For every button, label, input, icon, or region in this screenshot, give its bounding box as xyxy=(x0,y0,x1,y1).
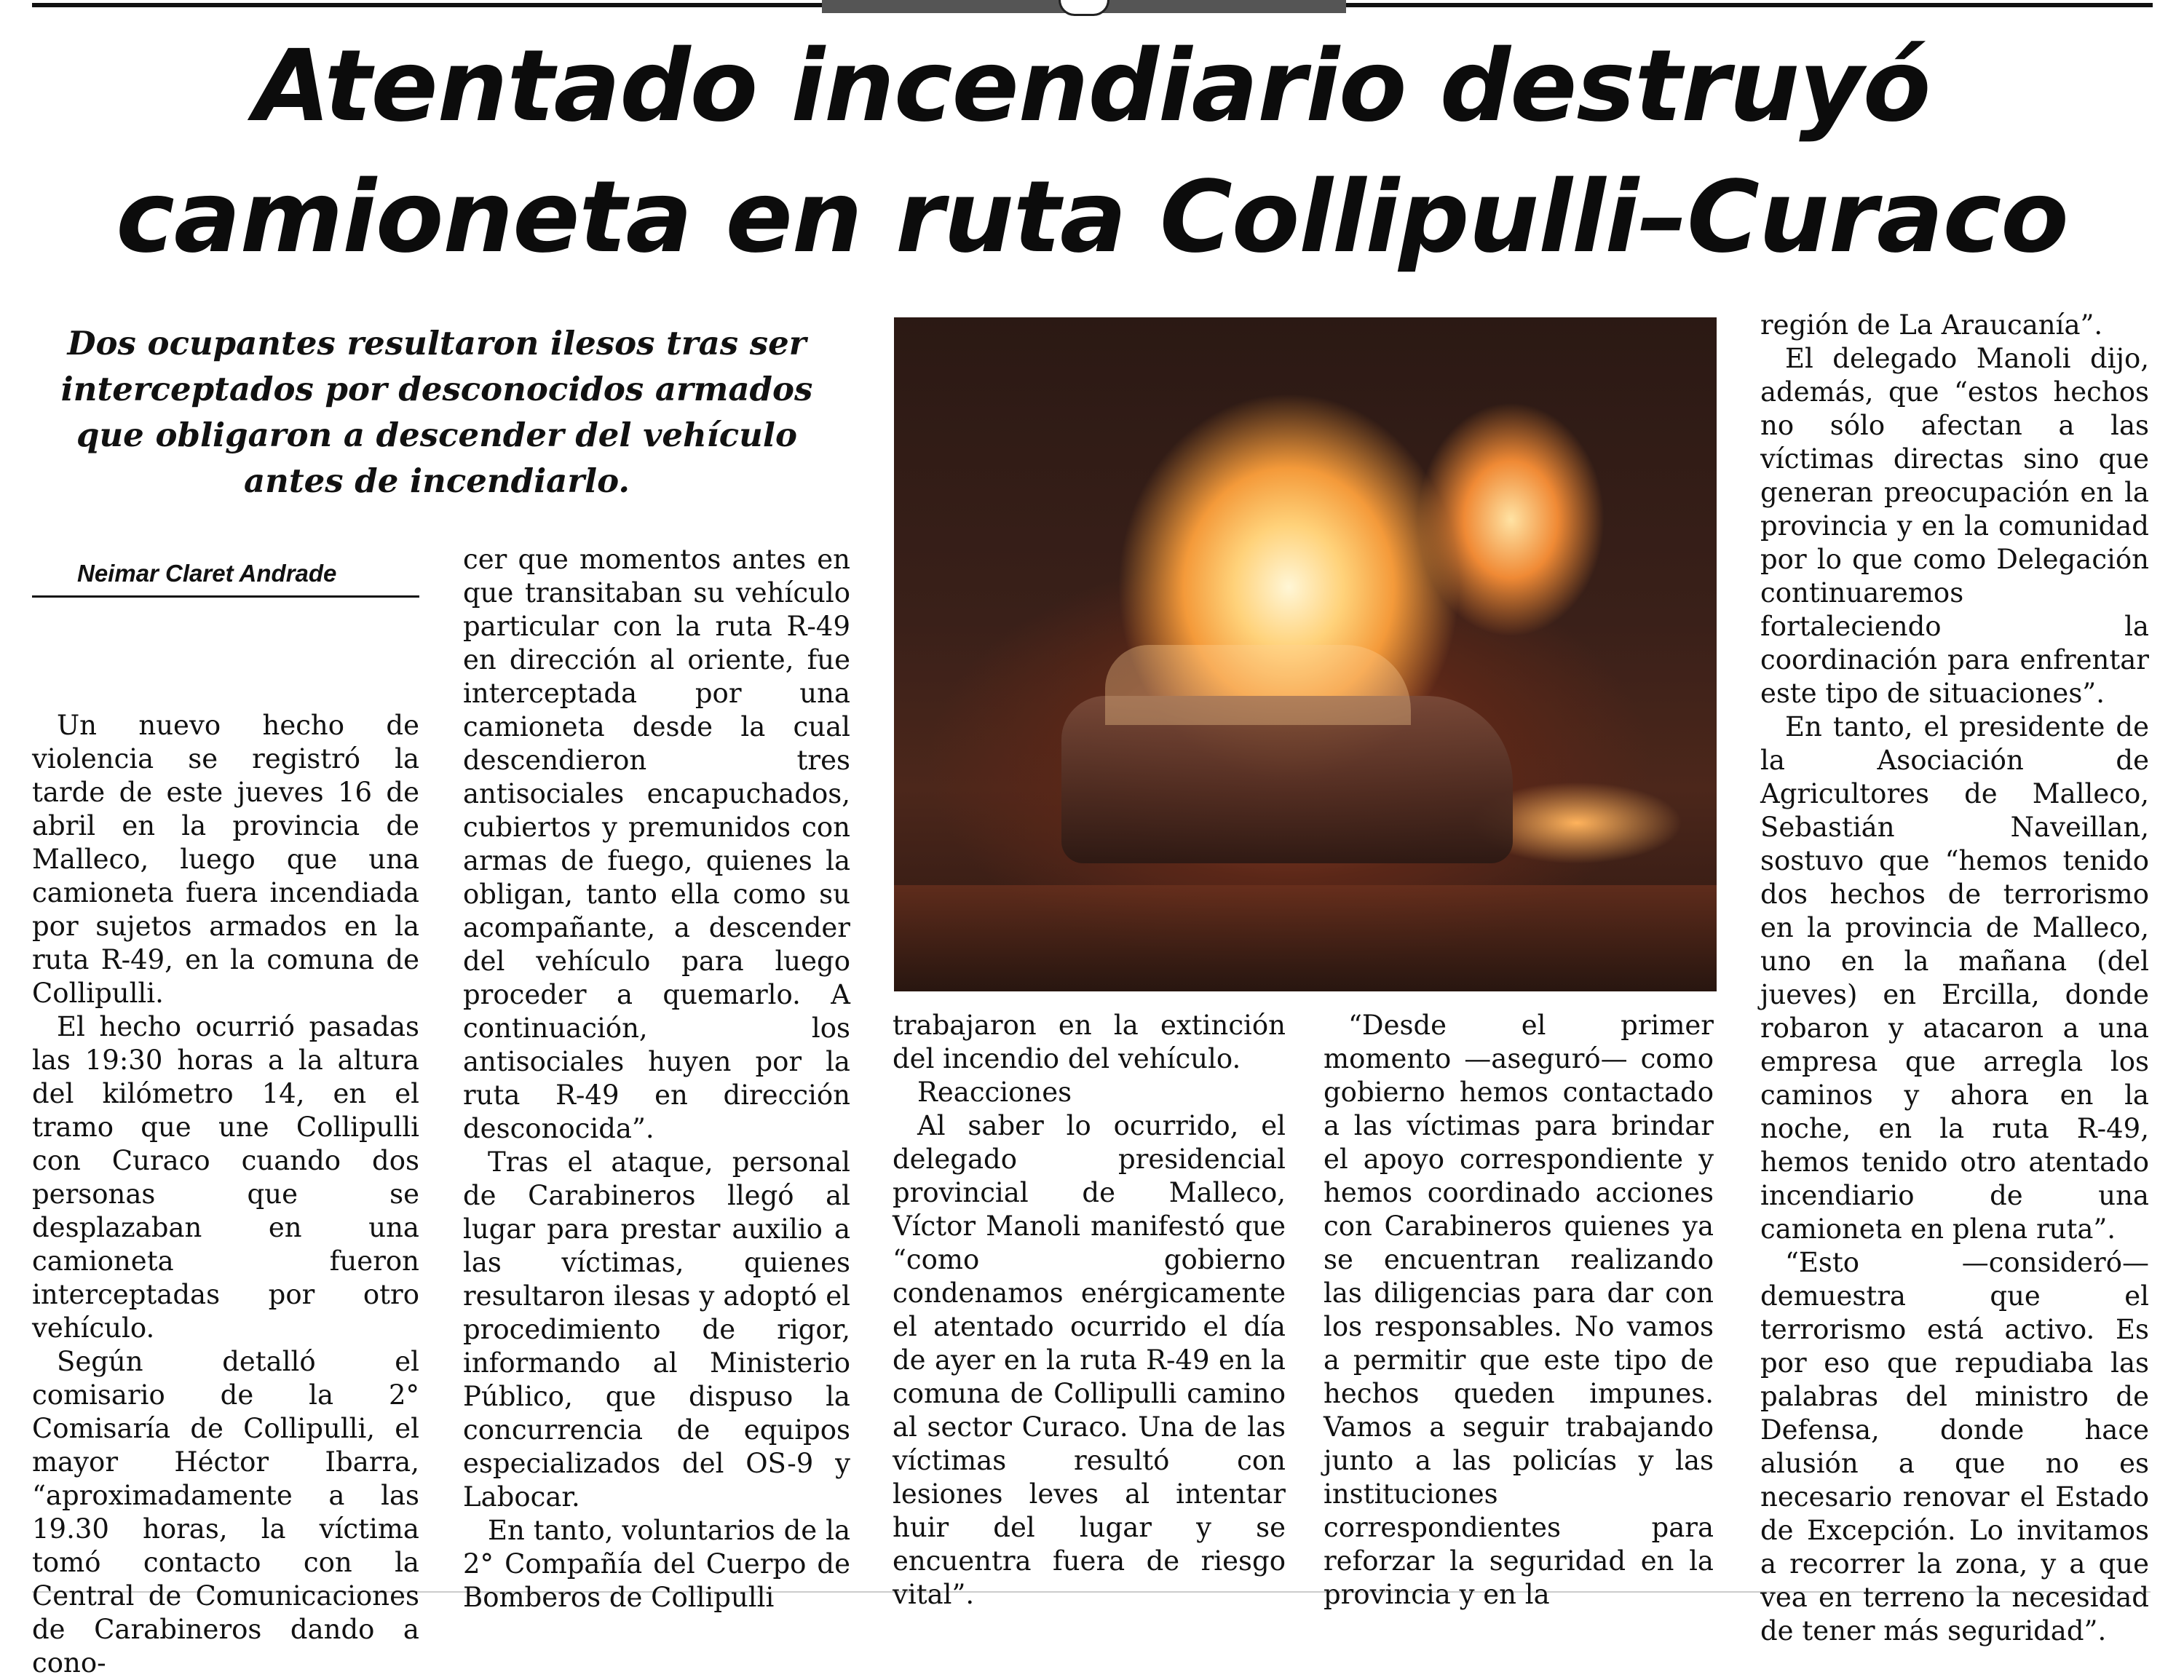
paragraph: Tras el ataque, personal de Carabineros llegó al lugar para prestar auxilio a las víctimas, quienes resultaron ilesas y adoptó el procedimiento de rigor, informando al Ministerio Público, que dispuso la concurrencia de equipos especializados del OS-9 y Labocar. xyxy=(463,1146,850,1513)
vehicle-window-glow xyxy=(1105,645,1411,725)
paragraph: región de La Araucanía”. xyxy=(1760,309,2103,341)
article-column-3 xyxy=(893,1009,1286,1612)
subheadline: Dos ocupantes resultaron ilesos tras ser interceptados por desconocidos armados que obligaron a descender del vehículo antes de incendiarlo. xyxy=(60,324,813,500)
article-photo xyxy=(894,317,1717,991)
paragraph: En tanto, el presidente de la Asociación de Agricultores de Malleco, Sebastián Naveillan, sostuvo que “hemos tenido dos hechos de terrorismo en la provincia de Malleco, uno en la mañana (del jueves) en Ercilla, donde robaron y atacaron a una empresa que arregla los caminos y ahora en la noche, en la ruta R-49, hemos tenido otro atentado incendiario de una camioneta en plena ruta”. xyxy=(1760,711,2149,1245)
emblem-icon xyxy=(1059,0,1109,16)
paragraph: Al saber lo ocurrido, el delegado presidencial provincial de Malleco, Víctor Manoli manifestó que “como gobierno condenamos enérgicamente el atentado ocurrido el día de ayer en la ruta R-49 en la comuna de Collipulli camino al sector Curaco. Una de las víctimas resultó con lesiones leves al intentar huir del lugar y se encuentra fuera de riesgo vital”. xyxy=(893,1110,1286,1610)
road-shading xyxy=(894,885,1717,991)
paragraph: En tanto, voluntarios de la 2° Compañía del Cuerpo de Bomberos de Collipulli xyxy=(463,1515,850,1613)
paragraph: cer que momentos antes en que transitaban su vehículo particular con la ruta R-49 en dirección al oriente, fue interceptada por una camioneta desde la cual descendieron tres antisociales encapuchados, cubiertos y premunidos con armas de fuego, quienes la obligan, tanto ella como su acompañante, a descender del vehículo para luego proceder a quemarlo. A continuación, los antisociales huyen por la ruta R-49 en dirección desconocida”. xyxy=(463,544,850,1144)
paragraph: El hecho ocurrió pasadas las 19:30 horas a la altura del kilómetro 14, en el tramo que une Collipulli con Curaco cuando dos personas que se desplazaban en una camioneta fueron interceptadas por otro vehículo. xyxy=(32,1011,419,1344)
article-column-4 xyxy=(1324,1009,1714,1612)
paragraph: “Desde el primer momento —aseguró— como gobierno hemos contactado a las víctimas para brindar el apoyo correspondiente y hemos coordinado acciones con Carabineros quienes ya se encuentran realizando las diligencias para dar con los responsables. No vamos a permitir que este tipo de hechos queden impunes. Vamos a seguir trabajando junto a las policías y las instituciones correspondientes para reforzar la seguridad en la provincia y en la xyxy=(1324,1010,1714,1610)
article-column-5 xyxy=(1760,309,2149,1648)
section-subtitle: Reacciones xyxy=(917,1077,1072,1108)
top-rule-right xyxy=(1346,3,2153,7)
article-column-2 xyxy=(463,543,850,1614)
byline-rule xyxy=(32,595,419,598)
article-column-1 xyxy=(32,709,419,1680)
byline: Neimar Claret Andrade xyxy=(77,560,337,587)
paragraph: trabajaron en la extinción del incendio del vehículo. xyxy=(893,1010,1286,1074)
paragraph: El delegado Manoli dijo, además, que “estos hechos no sólo afectan a las víctimas directas sino que generan preocupación en la provincia y en la comunidad por lo que como Delegación continuaremos fortaleciendo la coordinación para enfrentar este tipo de situaciones”. xyxy=(1760,343,2149,709)
paragraph: Un nuevo hecho de violencia se registró la tarde de este jueves 16 de abril en la provincia de Malleco, luego que una camioneta fuera incendiada por sujetos armados en la ruta R-49, en la comuna de Collipulli. xyxy=(32,710,419,1009)
headline-line-1: Atentado incendiario destruyó xyxy=(253,29,1931,144)
paragraph: Según detalló el comisario de la 2° Comisaría de Collipulli, el mayor Héctor Ibarra, “aproximadamente a las 19.30 horas, la víctima tomó contacto con la Central de Comunicaciones de Carabineros dando a cono- xyxy=(32,1346,419,1679)
paragraph: “Esto —consideró— demuestra que el terrorismo está activo. Es por eso que repudiaba las palabras del ministro de Defensa, donde hace alusión a que no es necesario renovar el Estado de Excepción. Lo invitamos a recorrer la zona, y a que vea en terreno la necesidad de tener más seguridad”. xyxy=(1760,1247,2149,1647)
top-rule-left xyxy=(32,3,822,7)
headline-line-2: camioneta en ruta Collipulli–Curaco xyxy=(116,160,2068,275)
